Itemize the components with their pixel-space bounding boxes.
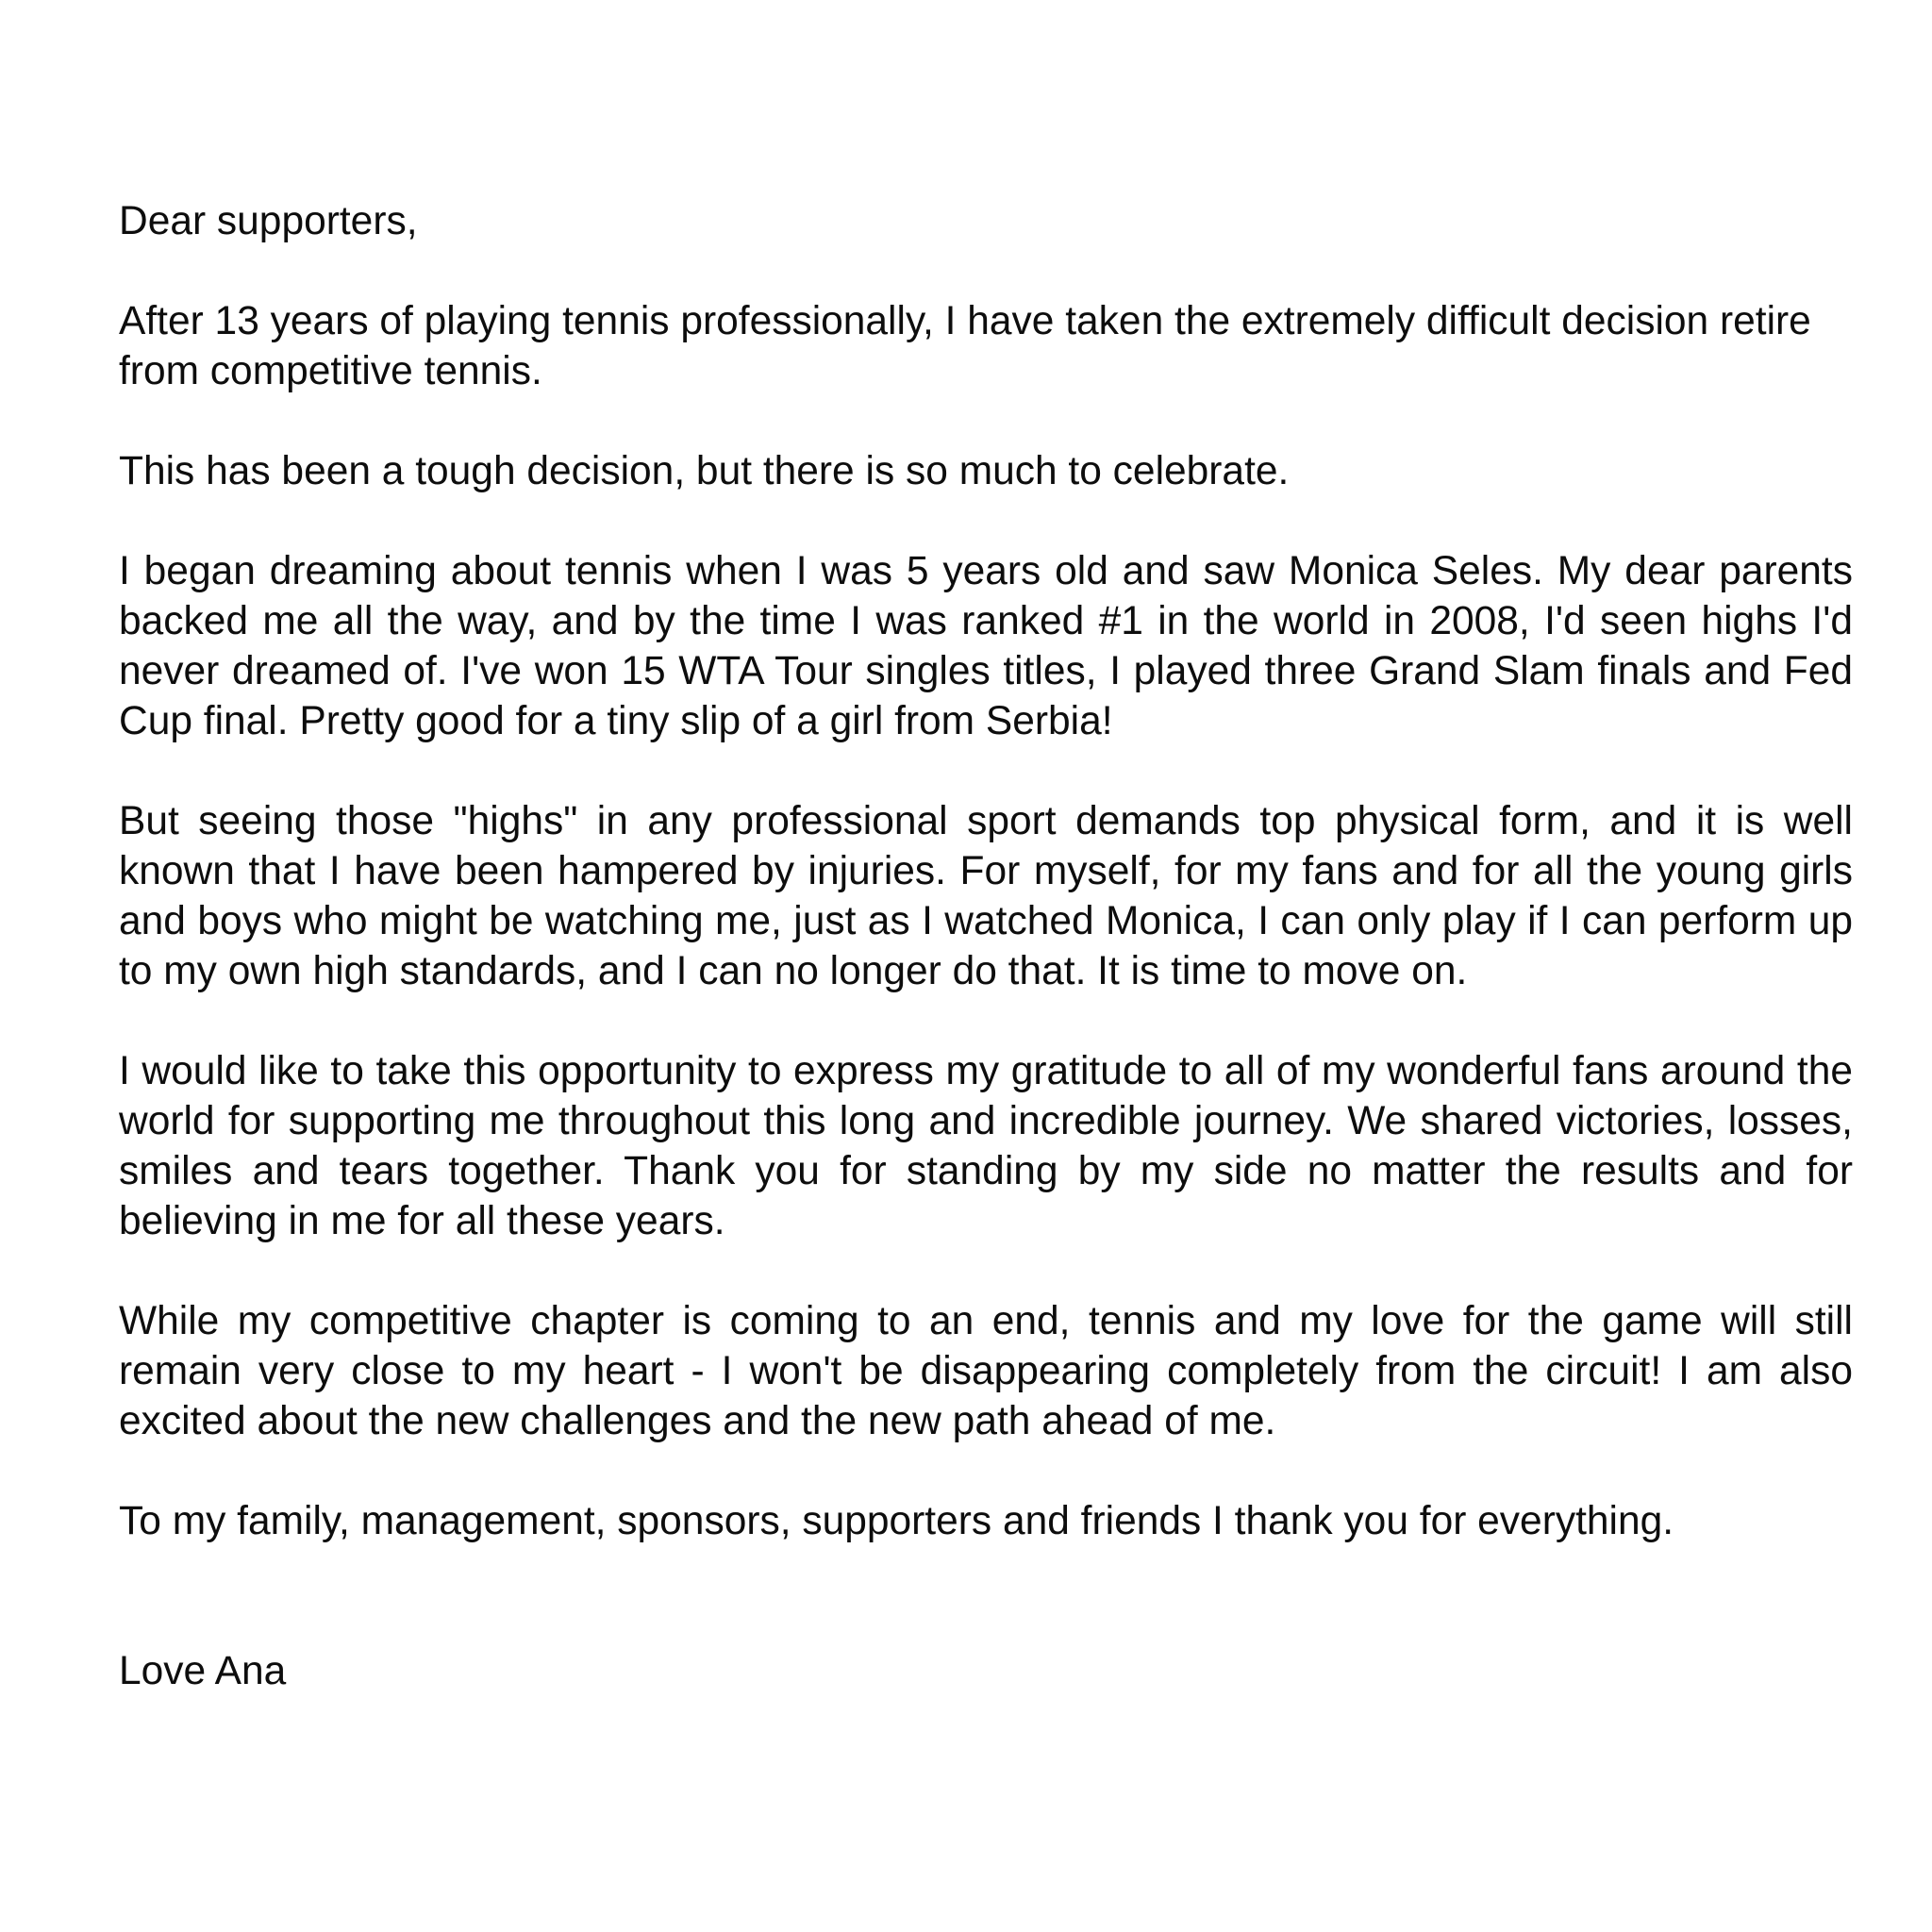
paragraph-career-highlights: I began dreaming about tennis when I was 5 years old and saw Monica Seles. My dear parents backed me all the way, and by the time I was ranked #1 in the world in 2008, I'd seen highs I'd never dreamed of. I've won 15 WTA Tour singles titles, I played three Grand Slam finals and Fed Cup final. Pretty good for a tiny slip of a girl from Serbia! [119,549,1853,743]
paragraph-injuries: But seeing those "highs" in any professional sport demands top physical form, and it is well known that I have been hampered by injuries. For myself, for my fans and for all the young girls and boys who might be watching me, just as I watched Monica, I can only play if I can perform up to my own high standards, and I can no longer do that. It is time to move on. [119,799,1853,993]
letter-body [119,196,1853,1696]
signoff: Love Ana [119,1649,287,1693]
paragraph-gratitude-fans: I would like to take this opportunity to express my gratitude to all of my wonderful fans around the world for supporting me throughout this long and incredible journey. We shared victories, losses, smiles and tears together. Thank you for standing by my side no matter the results and for believing in me for all these years. [119,1049,1853,1243]
paragraph-retirement-announcement: After 13 years of playing tennis professionally, I have taken the extremely difficult decision retire from competitive tennis. [119,299,1811,393]
paragraph-thanks-family: To my family, management, sponsors, supporters and friends I thank you for everything. [119,1499,1674,1543]
salutation: Dear supporters, [119,199,418,243]
paragraph-tough-decision: This has been a tough decision, but there is so much to celebrate. [119,449,1290,493]
paragraph-new-chapter: While my competitive chapter is coming to an end, tennis and my love for the game will still remain very close to my heart - I won't be disappearing completely from the circuit! I am also excited about the new challenges and the new path ahead of me. [119,1299,1853,1443]
